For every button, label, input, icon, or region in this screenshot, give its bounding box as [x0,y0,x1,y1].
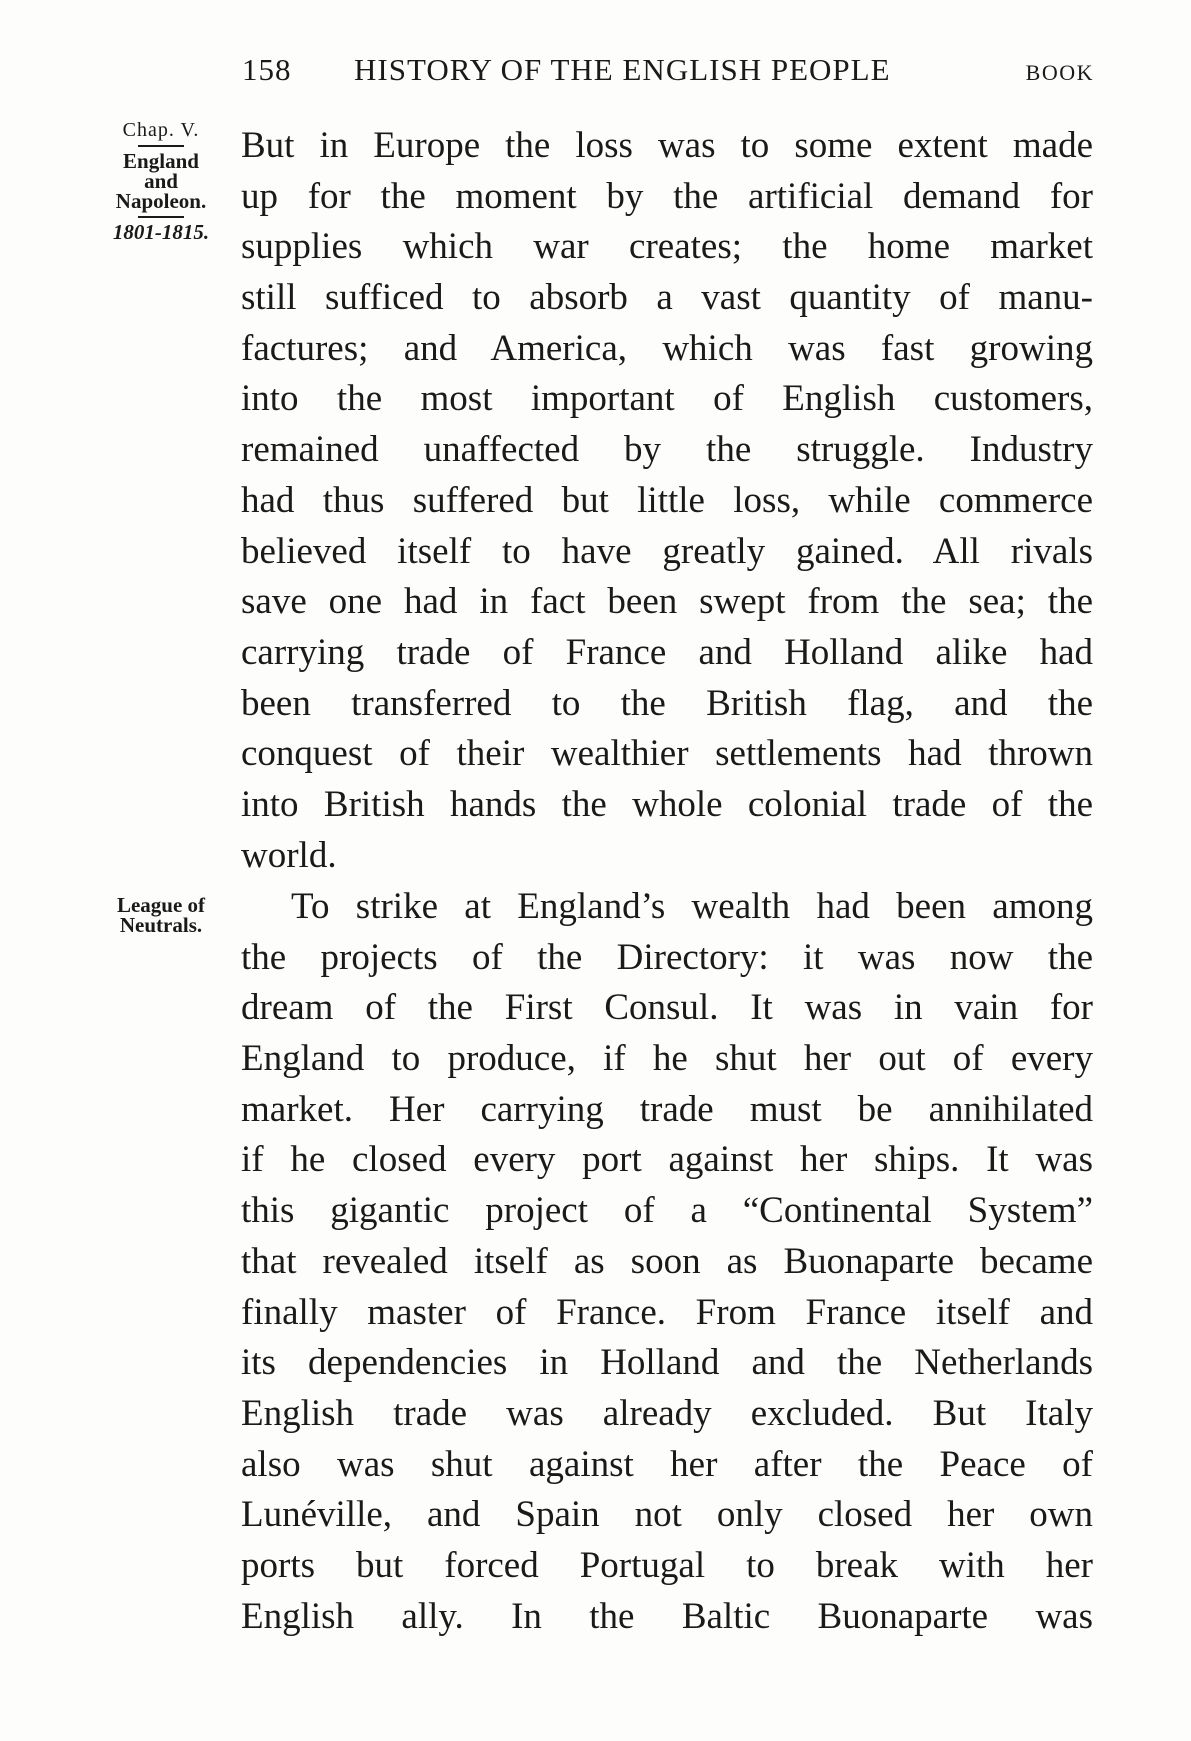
date-range: 1801-1815. [112,220,210,244]
text-line: this gigantic project of a “Continental System” [241,1190,1093,1232]
text-line: But in Europe the loss was to some extent made [241,125,1093,166]
margin-note-line: League of [116,893,206,917]
topic-line: England [123,149,199,173]
divider [138,216,184,218]
text-line: up for the moment by the artificial demand for [241,175,1093,217]
chapter-sidenote [96,120,226,242]
text-line: remained unaffected by the struggle. Industry [241,429,1093,471]
text-line: the projects of the Directory: it was now the [241,936,1093,978]
text-line: English trade was already excluded. But Italy [241,1392,1093,1434]
text-line: England to produce, if he shut her out of every [241,1038,1093,1080]
text-line: carrying trade of France and Holland alike had [241,631,1093,673]
text-line: finally master of France. From France itself and [241,1291,1093,1333]
text-line: into British hands the whole colonial trade of the [241,783,1093,825]
text-line: save one had in fact been swept from the sea; the [241,581,1093,623]
text-line: English ally. In the Baltic Buonaparte was [241,1595,1093,1637]
paragraph-2 [241,882,1093,1642]
running-title: HISTORY OF THE ENGLISH PEOPLE [354,52,891,87]
topic-line: and [144,169,178,193]
book-label: BOOK [1025,60,1094,85]
text-line: believed itself to have greatly gained. All rivals [241,530,1093,572]
text-line: that revealed itself as soon as Buonaparte became [241,1240,1093,1282]
margin-note-league [96,895,226,935]
page-number: 158 [242,52,292,87]
text-line: ports but forced Portugal to break with her [241,1544,1093,1586]
divider [138,145,184,147]
text-line: into the most important of English customers, [241,378,1093,420]
text-line: had thus suffered but little loss, while commerce [241,479,1093,521]
text-line: To strike at England’s wealth had been among [291,886,1093,927]
page-header [242,50,1094,94]
paragraph-1 [241,121,1093,881]
text-line: market. Her carrying trade must be annihilated [241,1088,1093,1130]
margin-note-line: Neutrals. [119,913,203,937]
text-line: supplies which war creates; the home market [241,226,1093,268]
text-line: world. [241,834,337,876]
text-line: factures; and America, which was fast growing [241,327,1093,369]
chapter-label: Chap. V. [122,119,200,141]
topic-line: Napoleon. [115,189,207,213]
text-line: if he closed every port against her ships. It was [241,1139,1093,1181]
text-line: still sufficed to absorb a vast quantity of manu- [241,277,1093,319]
text-line: conquest of their wealthier settlements had thrown [241,733,1093,775]
text-line: its dependencies in Holland and the Netherlands [241,1342,1093,1384]
text-line: been transferred to the British flag, and the [241,682,1093,724]
text-line: also was shut against her after the Peace of [241,1443,1093,1485]
text-line: dream of the First Consul. It was in vain for [241,987,1093,1029]
text-line: Lunéville, and Spain not only closed her own [241,1494,1093,1536]
